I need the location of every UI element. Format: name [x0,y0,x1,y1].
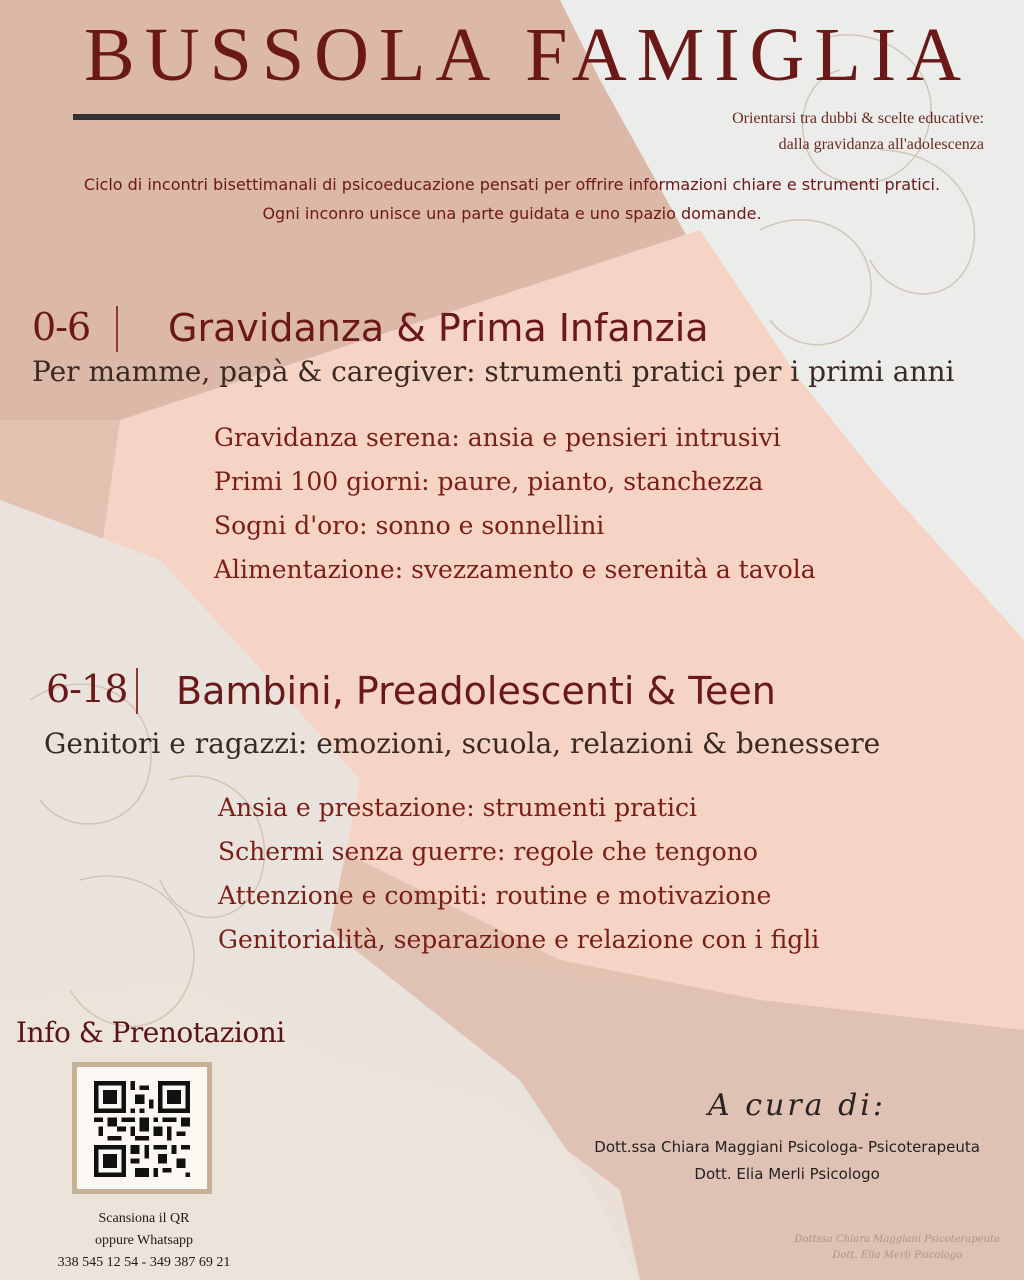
topic-item: Primi 100 giorni: paure, pianto, stanchezza [214,467,764,496]
topic-list [218,786,819,962]
subtitle-line-1: Orientarsi tra dubbi & scelte educative: [732,110,984,127]
topic-item: Attenzione e compiti: routine e motivazione [218,881,772,910]
page-subtitle [732,106,984,158]
section-title: Bambini, Preadolescenti & Teen [176,669,776,713]
topic-item: Ansia e prestazione: strumenti pratici [218,793,698,822]
intro-line-1: Ciclo di incontri bisettimanali di psicoeducazione pensati per offrire informazioni chiare e strumenti pratici. [83,175,941,194]
section-subtitle: Per mamme, papà & caregiver: strumenti pratici per i primi anni [32,355,955,388]
scan-instruction: Scansiona il QR [98,1211,190,1226]
topic-list [214,416,816,592]
section-title: Gravidanza & Prima Infanzia [168,306,709,350]
phone-numbers: 338 545 12 54 - 349 387 69 21 [57,1255,231,1270]
topic-item: Schermi senza guerre: regole che tengono [218,837,758,866]
credits-authors [594,1134,980,1188]
page-title: BUSSOLA FAMIGLIA [84,13,972,97]
section-age-range: 0-6 [32,305,91,349]
subtitle-line-2: dalla gravidanza all'adolescenza [778,136,984,153]
intro-line-2: Ogni inconro unisce una parte guidata e uno spazio domande. [262,204,762,223]
topic-item: Gravidanza serena: ansia e pensieri intrusivi [214,423,781,452]
title-underline [73,114,560,120]
intro-text [20,170,1004,228]
topic-item: Sogni d'oro: sonno e sonnellini [214,511,605,540]
signature-watermark [795,1232,1000,1264]
qr-code-icon[interactable] [94,1081,190,1177]
author-1: Dott.ssa Chiara Maggiani Psicologa- Psicoterapeuta [594,1138,980,1156]
signature-line-2: Dott. Elia Merli Psicologo [832,1250,963,1261]
contact-text [28,1208,260,1274]
signature-line-1: Dottssa Chiara Maggiani Psicoterapeuta [794,1234,1000,1245]
whatsapp-instruction: oppure Whatsapp [94,1233,194,1248]
author-2: Dott. Elia Merli Psicologo [694,1165,880,1183]
section-age-range: 6-18 [46,667,128,711]
qr-code-frame[interactable] [72,1062,212,1194]
section-divider [116,306,118,352]
section-divider [136,668,138,714]
topic-item: Alimentazione: svezzamento e serenità a tavola [214,555,816,584]
section-subtitle: Genitori e ragazzi: emozioni, scuola, relazioni & benessere [44,727,881,760]
credits-label: A cura di: [708,1088,886,1123]
info-title: Info & Prenotazioni [16,1016,285,1049]
topic-item: Genitorialità, separazione e relazione con i figli [218,925,820,954]
